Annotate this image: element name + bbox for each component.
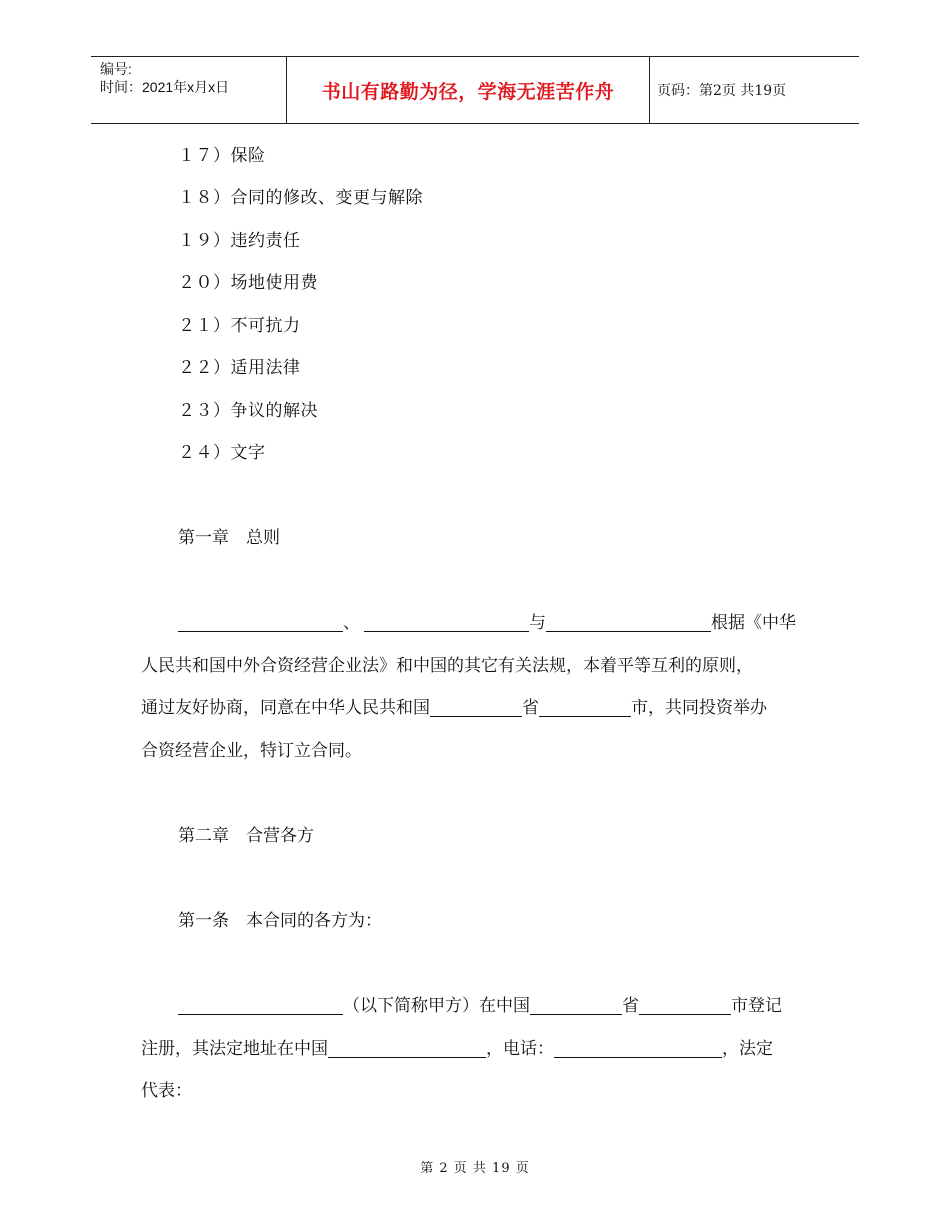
article-title: 第一条 本合同的各方为： xyxy=(178,911,382,931)
paragraph-line: 合资经营企业，特订立合同。 xyxy=(141,741,362,761)
toc-item: １７）保险 xyxy=(178,146,266,166)
paragraph-line xyxy=(141,1037,773,1061)
blank-field[interactable] xyxy=(539,698,631,717)
text-segment: 省 xyxy=(622,996,639,1016)
toc-item: ２３）争议的解决 xyxy=(178,401,318,421)
blank-field[interactable] xyxy=(546,613,711,632)
chapter-title: 第一章 总则 xyxy=(178,528,280,548)
paragraph-line xyxy=(141,696,767,720)
paragraph-line: 人民共和国中外合资经营企业法》和中国的其它有关法规，本着平等互利的原则， xyxy=(141,656,753,676)
text-segment: 市登记 xyxy=(731,996,782,1016)
text-segment: 与 xyxy=(529,613,546,633)
header-page-info: 页码：第2页 共19页 xyxy=(657,83,787,99)
blank-field[interactable] xyxy=(178,613,343,632)
header-motto: 书山有路勤为径，学海无涯苦作舟 xyxy=(321,80,615,103)
blank-field[interactable] xyxy=(364,613,529,632)
toc-item: ２４）文字 xyxy=(178,443,266,463)
text-segment: ，法定 xyxy=(722,1039,773,1059)
document-time-label: 时间：2021年x月x日 xyxy=(100,79,230,95)
text-segment: 根据《中华 xyxy=(711,613,796,633)
blank-field[interactable] xyxy=(178,996,343,1015)
text-segment: 通过友好协商，同意在中华人民共和国 xyxy=(141,698,430,718)
blank-field[interactable] xyxy=(530,996,622,1015)
paragraph-line: 代表： xyxy=(141,1081,192,1101)
chapter-title: 第二章 合营各方 xyxy=(178,826,314,846)
blank-field[interactable] xyxy=(328,1039,486,1058)
document-number-label: 编号: xyxy=(100,61,132,77)
text-segment: 注册，其法定地址在中国 xyxy=(141,1039,328,1059)
text-segment: （以下简称甲方）在中国 xyxy=(343,996,530,1016)
toc-item: ２２）适用法律 xyxy=(178,358,301,378)
blank-field[interactable] xyxy=(639,996,731,1015)
text-segment: 省 xyxy=(522,698,539,718)
page-footer: 第 2 页 共 19 页 xyxy=(420,1161,530,1176)
page-header xyxy=(91,56,859,124)
paragraph-line xyxy=(178,994,782,1018)
blank-field[interactable] xyxy=(430,698,522,717)
text-segment: 、 xyxy=(343,613,360,633)
text-segment: ，电话： xyxy=(486,1039,554,1059)
text-segment: 市，共同投资举办 xyxy=(631,698,767,718)
toc-item: ２０）场地使用费 xyxy=(178,273,318,293)
blank-field[interactable] xyxy=(554,1039,722,1058)
paragraph-line xyxy=(178,611,796,635)
toc-item: １９）违约责任 xyxy=(178,231,301,251)
toc-item: １８）合同的修改、变更与解除 xyxy=(178,188,423,208)
toc-item: ２１）不可抗力 xyxy=(178,316,301,336)
header-divider xyxy=(649,57,650,123)
header-meta xyxy=(100,60,229,96)
